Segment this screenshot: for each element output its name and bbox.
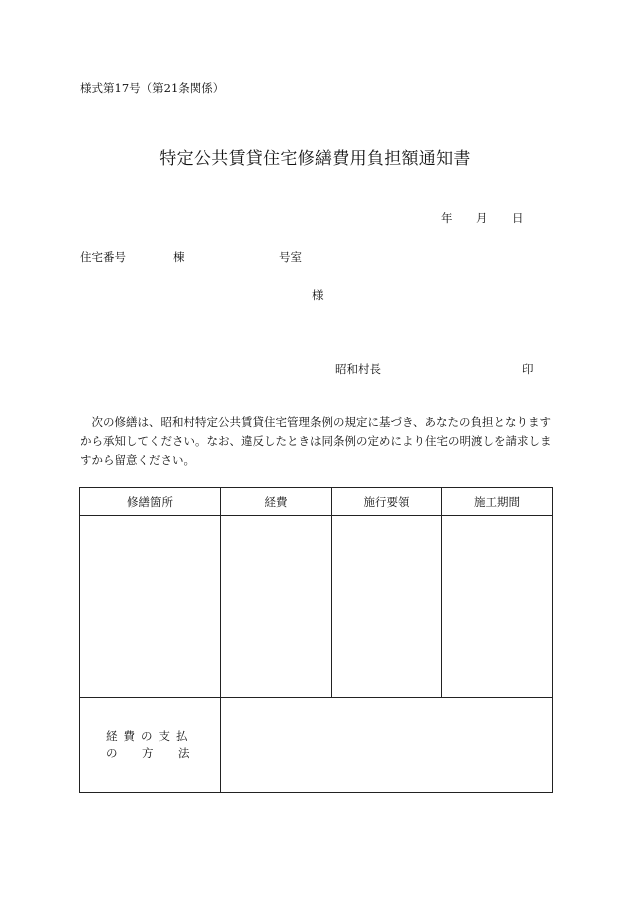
header-repair-location: 修繕箇所 (80, 488, 221, 516)
recipient-honorific: 様 (312, 288, 324, 302)
header-method: 施行要領 (332, 488, 442, 516)
cell-payment-method[interactable] (221, 698, 553, 793)
payment-label-char: の (106, 746, 118, 760)
payment-method-label (80, 698, 221, 793)
notice-body: 次の修繕は、昭和村特定公共賃貸住宅管理条例の規定に基づき、あなたの負担となりますから承知してください。なお、違反したときは同条例の定めにより住宅の明渡しを請求しますから留意ください。 (80, 415, 552, 467)
payment-label-line1: 経費の支払 (106, 729, 194, 743)
cell-period[interactable] (442, 516, 553, 698)
payment-label-line2 (106, 745, 220, 762)
table-header-row (80, 488, 553, 516)
date-year-label: 年 (441, 211, 453, 225)
form-number: 様式第17号（第21条関係） (80, 81, 225, 95)
seal-mark: 印 (522, 362, 534, 376)
payment-method-row (80, 698, 553, 793)
header-cost: 経費 (221, 488, 332, 516)
housing-number-label: 住宅番号 (80, 250, 126, 264)
table-row (80, 516, 553, 698)
room-label: 号室 (279, 250, 302, 264)
header-period: 施工期間 (442, 488, 553, 516)
payment-label-char: 方 (142, 746, 154, 760)
cell-method[interactable] (332, 516, 442, 698)
date-month-label: 月 (476, 211, 488, 225)
cell-repair-location[interactable] (80, 516, 221, 698)
building-label: 棟 (173, 250, 185, 264)
issuer-name: 昭和村長 (335, 362, 381, 376)
document-title: 特定公共賃貸住宅修繕費用負担額通知書 (159, 149, 471, 169)
repair-cost-table (79, 487, 553, 793)
date-day-label: 日 (512, 211, 524, 225)
payment-label-char: 法 (178, 746, 190, 760)
cell-cost[interactable] (221, 516, 332, 698)
